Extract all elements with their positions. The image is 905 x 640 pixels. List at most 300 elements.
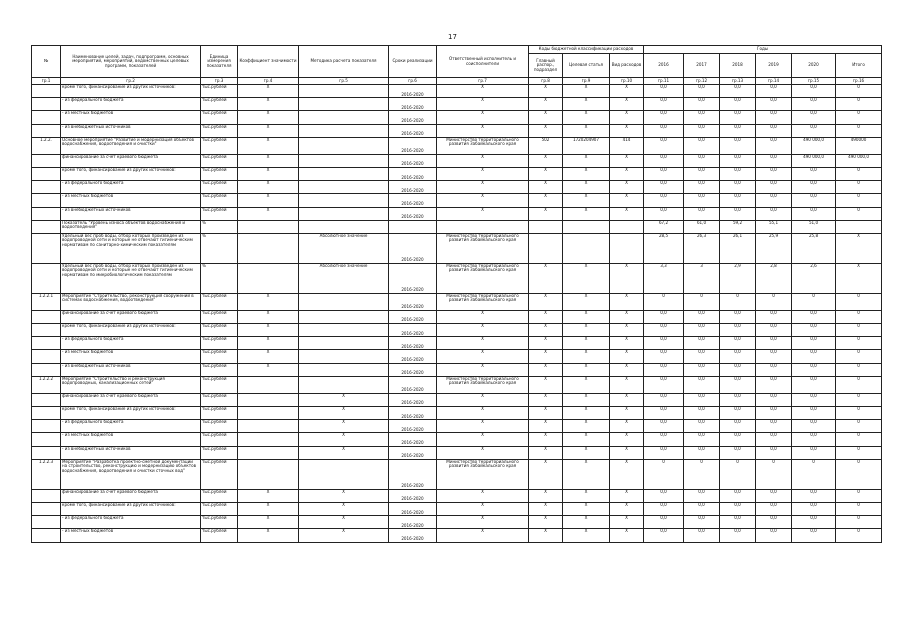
row-year-value: 0,0 [792,98,836,111]
row-year-value: 0,0 [644,433,684,446]
row-method [299,98,389,111]
row-grbs: X [529,502,563,515]
row-unit: тыс.рублей [201,124,238,137]
row-year-value: 0,0 [720,85,756,98]
row-executor: X [437,393,529,406]
row-method [299,111,389,124]
row-period: 2016-2020 [389,167,437,180]
row-year-value: 0,0 [792,310,836,323]
row-year-value: 0,0 [756,516,792,529]
row-year-value: 61,0 [684,220,720,233]
row-coefficient [238,233,299,263]
row-number [32,220,61,233]
table-row [32,263,882,293]
row-name: кроме того, финансирование из других источников: [61,324,201,337]
row-unit: тыс.рублей [201,324,238,337]
row-year-value: 0,0 [720,111,756,124]
row-name: финансирование за счет краевого бюджета [61,489,201,502]
row-grbs: X [529,293,563,310]
table-body [32,85,882,543]
row-year-value: 0,0 [756,407,792,420]
row-target-article: X [563,263,610,293]
table-row [32,420,882,433]
row-year-value: 0,0 [684,207,720,220]
row-method [299,194,389,207]
header-budget-codes: Коды бюджетной классификации расходов [529,46,644,54]
row-year-value: 0,0 [756,350,792,363]
row-coefficient [238,459,299,489]
row-year-value: 2,9 [720,263,756,293]
row-coefficient: X [238,324,299,337]
row-number [32,489,61,502]
row-unit: тыс.рублей [201,376,238,393]
row-coefficient [238,376,299,393]
row-year-value: 0,0 [756,529,792,542]
row-grbs [529,220,563,233]
row-unit: тыс.рублей [201,194,238,207]
row-year-value: 0,0 [684,337,720,350]
row-executor: X [437,98,529,111]
row-year-value: 0 [684,459,720,489]
row-name: Удельный вес проб воды, отбор которых произведен из водопроводной сети и которые не отвечают гигиеническим нормативам по санитарно-химическим показателям [61,233,201,263]
row-name: - из федерального бюджета [61,337,201,350]
row-year-value: 0,0 [644,420,684,433]
row-unit: тыс.рублей [201,350,238,363]
row-target-article [563,220,610,233]
row-year-value: 25,9 [756,233,792,263]
row-year-value: 0,0 [684,181,720,194]
row-total-value: 0 [836,85,882,98]
row-year-value: 51,0 [792,220,836,233]
row-target-article: X [563,363,610,376]
row-expense-type: X [610,98,644,111]
row-year-value: 0,0 [756,420,792,433]
row-executor: Министерство территориального развития Забайкальского края [437,293,529,310]
table-row [32,489,882,502]
row-method: X [299,407,389,420]
row-method [299,459,389,489]
row-target-article: X [563,337,610,350]
row-year-value: 0,0 [792,350,836,363]
row-year-value: 0,0 [720,489,756,502]
row-name: кроме того, финансирование из других источников: [61,502,201,515]
row-expense-type: X [610,85,644,98]
row-executor: X [437,207,529,220]
header-name: Наименование целей, задач, подпрограмм, основных мероприятий, мероприятий, ведомственных целевых программ, показателей [61,46,201,78]
row-total-value: 0 [836,459,882,489]
row-year-value: 0,0 [684,502,720,515]
row-executor: X [437,310,529,323]
row-target-article: X [563,167,610,180]
row-executor: X [437,181,529,194]
header-year-2019: 2019 [756,54,792,78]
row-unit: тыс.рублей [201,516,238,529]
row-year-value: 0,0 [756,85,792,98]
row-year-value: 0,0 [684,194,720,207]
row-year-value: 0,0 [756,111,792,124]
row-grbs: X [529,181,563,194]
row-executor: X [437,516,529,529]
row-number [32,167,61,180]
row-coefficient [238,393,299,406]
row-expense-type: X [610,111,644,124]
row-year-value: 0,0 [720,420,756,433]
row-year-value: 0,0 [792,489,836,502]
row-period: 2016-2020 [389,137,437,154]
row-executor: Министерство территориального развития Забайкальского края [437,233,529,263]
row-year-value: 0,0 [644,124,684,137]
row-period: 2016-2020 [389,529,437,542]
row-grbs: X [529,516,563,529]
row-grbs: X [529,310,563,323]
row-number [32,516,61,529]
row-total-value: 0 [836,393,882,406]
row-coefficient [238,420,299,433]
row-executor: X [437,350,529,363]
row-grbs: X [529,154,563,167]
row-total-value [836,220,882,233]
row-total-value: 0 [836,529,882,542]
row-unit: тыс.рублей [201,98,238,111]
row-coefficient [238,407,299,420]
row-year-value: 0,0 [684,529,720,542]
row-method [299,337,389,350]
header-unit: Единица измерения показателя [201,46,238,78]
column-number: гр.2 [61,78,201,85]
row-name: - из федерального бюджета [61,420,201,433]
table-row [32,207,882,220]
row-number [32,207,61,220]
row-name: - из внебюджетных источников [61,363,201,376]
row-year-value: 0,0 [720,137,756,154]
row-period: 2016-2020 [389,324,437,337]
row-method: X [299,433,389,446]
row-number [32,433,61,446]
row-year-value: 0 [684,293,720,310]
column-number: гр.5 [299,78,389,85]
row-year-value: 0,0 [684,310,720,323]
row-total-value: 0 [836,489,882,502]
row-number [32,194,61,207]
row-year-value: 0,0 [684,167,720,180]
row-coefficient: X [238,194,299,207]
row-name: - из внебюджетных источников [61,207,201,220]
row-total-value: 0 [836,446,882,459]
row-year-value: 0,0 [644,324,684,337]
row-year-value: 0,0 [644,207,684,220]
row-method: X [299,529,389,542]
row-name: - из местных бюджетов [61,111,201,124]
row-year-value: 0,0 [684,124,720,137]
row-year-value: 0,0 [720,154,756,167]
row-method [299,181,389,194]
row-executor: Министерство территориального развития Забайкальского края [437,263,529,293]
row-total-value: 0 [836,407,882,420]
row-year-value: 0,0 [684,516,720,529]
row-year-value: 26,3 [684,233,720,263]
row-year-value: 0 [644,293,684,310]
row-number [32,98,61,111]
row-unit: тыс.рублей [201,529,238,542]
row-year-value: 0,0 [720,167,756,180]
row-expense-type: X [610,194,644,207]
row-executor: X [437,529,529,542]
row-target-article: X [563,433,610,446]
row-number [32,420,61,433]
row-year-value: 0,0 [644,310,684,323]
row-method [299,376,389,393]
row-year-value: 0,0 [756,489,792,502]
table-row [32,233,882,263]
row-year-value: 0,0 [792,167,836,180]
row-expense-type: X [610,407,644,420]
row-number [32,181,61,194]
row-executor: X [437,407,529,420]
row-expense-type: X [610,181,644,194]
table-row [32,459,882,489]
header-coefficient: Коэффициент значимости [238,46,299,78]
row-coefficient [238,446,299,459]
row-grbs: X [529,350,563,363]
row-year-value: 0,0 [684,393,720,406]
row-target-article: X [563,324,610,337]
row-method: Абсолютное значение [299,233,389,263]
row-year-value: 0,0 [792,516,836,529]
row-year-value: 0,0 [684,376,720,393]
row-method: X [299,420,389,433]
row-unit: тыс.рублей [201,167,238,180]
row-coefficient: X [238,363,299,376]
row-unit: тыс.рублей [201,502,238,515]
column-number: гр.8 [529,78,563,85]
column-number: гр.13 [720,78,756,85]
row-year-value: 0,0 [720,363,756,376]
row-number [32,502,61,515]
row-method [299,350,389,363]
row-name: - из федерального бюджета [61,98,201,111]
row-year-value: 0,0 [684,446,720,459]
row-method: X [299,516,389,529]
row-year-value: 0 [720,293,756,310]
row-name: Мероприятие "Разработка проектно-сметной документации на строительство, реконструкцию и модернизацию объектов водоснабжения, водоотведения и очистки сточных вод" [61,459,201,489]
row-year-value: 0,0 [684,407,720,420]
row-executor: X [437,167,529,180]
row-target-article: X [563,194,610,207]
row-year-value: 0,0 [644,407,684,420]
column-number: гр.6 [389,78,437,85]
row-coefficient: X [238,124,299,137]
row-coefficient: X [238,167,299,180]
row-year-value: 0,0 [720,433,756,446]
row-total-value: 0 [836,310,882,323]
row-target-article: X [563,459,610,489]
row-total-value: 0 [836,363,882,376]
row-executor: Министерство территориального развития Забайкальского края [437,459,529,489]
row-year-value: 0,0 [756,310,792,323]
row-year-value: 0,0 [644,181,684,194]
table-row [32,137,882,154]
row-year-value: 0,0 [684,350,720,363]
row-total-value: X [836,263,882,293]
row-target-article: X [563,181,610,194]
row-total-value: 0 [836,181,882,194]
table-row [32,376,882,393]
row-number [32,124,61,137]
row-year-value: 0,0 [684,98,720,111]
row-year-value: 0,0 [756,446,792,459]
row-target-article: X [563,310,610,323]
row-number: 1.2.2.1 [32,293,61,310]
row-grbs: X [529,489,563,502]
row-number [32,337,61,350]
row-year-value: 0,0 [644,502,684,515]
row-target-article: X [563,489,610,502]
row-coefficient: X [238,310,299,323]
row-coefficient: X [238,489,299,502]
row-year-value: 0,0 [756,363,792,376]
row-unit: тыс.рублей [201,337,238,350]
row-year-value: 0,0 [644,446,684,459]
row-year-value: 0,0 [756,337,792,350]
row-target-article [563,233,610,263]
row-target-article: X [563,446,610,459]
row-year-value: 0,0 [644,337,684,350]
table-row [32,393,882,406]
row-year-value: 0,0 [792,181,836,194]
header-year-2016: 2016 [644,54,684,78]
row-unit: тыс.рублей [201,111,238,124]
row-target-article: X [563,154,610,167]
row-total-value: 0 [836,124,882,137]
row-year-value: 3 [684,263,720,293]
row-year-value: 28,5 [644,233,684,263]
row-grbs: X [529,446,563,459]
row-expense-type: X [610,489,644,502]
row-period: 2016-2020 [389,207,437,220]
row-number [32,111,61,124]
row-executor: X [437,502,529,515]
row-year-value: 0 [756,293,792,310]
row-year-value: 0,0 [792,376,836,393]
row-period: 2016-2020 [389,516,437,529]
row-period: 2016-2020 [389,293,437,310]
row-unit: тыс.рублей [201,207,238,220]
header-method: Методика расчета показателя [299,46,389,78]
row-executor: X [437,111,529,124]
row-year-value: 0,0 [644,85,684,98]
row-total-value: 0 [836,376,882,393]
row-expense-type: X [610,433,644,446]
row-name: - из внебюджетных источников [61,446,201,459]
row-unit: тыс.рублей [201,137,238,154]
row-grbs: X [529,124,563,137]
row-target-article: X [563,293,610,310]
row-expense-type: X [610,324,644,337]
table-row [32,181,882,194]
row-coefficient [238,433,299,446]
row-year-value: 0 [644,459,684,489]
column-number: гр.3 [201,78,238,85]
row-year-value: 0,0 [720,350,756,363]
table-row [32,433,882,446]
column-number: гр.9 [563,78,610,85]
row-grbs: X [529,407,563,420]
row-coefficient: X [238,154,299,167]
row-expense-type: X [610,516,644,529]
column-number: гр.1 [32,78,61,85]
row-coefficient [238,220,299,233]
program-financing-table [31,45,882,543]
row-period: 2016-2020 [389,363,437,376]
row-total-value: 0 [836,502,882,515]
row-number [32,393,61,406]
row-year-value: 0,0 [684,137,720,154]
row-expense-type [610,220,644,233]
row-year-value: 0,0 [756,207,792,220]
header-executor: Ответственный исполнитель и соисполнители [437,46,529,78]
row-period: 2016-2020 [389,433,437,446]
row-unit: тыс.рублей [201,459,238,489]
row-year-value: 0,0 [684,420,720,433]
row-unit: % [201,233,238,263]
row-target-article: X [563,529,610,542]
row-unit: тыс.рублей [201,85,238,98]
column-number: гр.4 [238,78,299,85]
row-period: 2016-2020 [389,350,437,363]
row-number [32,446,61,459]
row-number [32,529,61,542]
row-year-value: 67,2 [644,220,684,233]
header-period: Сроки реализации [389,46,437,78]
row-target-article: 1720204907 [563,137,610,154]
row-name: кроме того, финансирование из других источников: [61,85,201,98]
row-year-value: 0,0 [684,433,720,446]
row-year-value: 0,0 [644,516,684,529]
column-number: гр.10 [610,78,644,85]
row-total-value: 0 [836,350,882,363]
row-total-value: 0 [836,433,882,446]
row-expense-type: X [610,310,644,323]
row-executor: X [437,85,529,98]
header-target-article: Целевая статья [563,54,610,78]
row-grbs: 502 [529,137,563,154]
row-name: - из внебюджетных источников [61,124,201,137]
row-grbs: X [529,529,563,542]
row-executor: X [437,324,529,337]
header-year-2018: 2018 [720,54,756,78]
row-expense-type: X [610,376,644,393]
row-grbs: X [529,324,563,337]
row-period: 2016-2020 [389,263,437,293]
row-executor [437,220,529,233]
row-expense-type: X [610,154,644,167]
row-total-value: X [836,233,882,263]
row-coefficient: X [238,529,299,542]
row-target-article: X [563,111,610,124]
table-row [32,337,882,350]
row-year-value: 0,0 [644,137,684,154]
row-period: 2016-2020 [389,407,437,420]
row-target-article: X [563,407,610,420]
row-executor: X [437,363,529,376]
row-expense-type: X [610,337,644,350]
row-year-value: 0,0 [756,376,792,393]
row-target-article: X [563,420,610,433]
row-year-value: 0,0 [644,376,684,393]
row-year-value: 0 [792,293,836,310]
row-total-value: 0 [836,98,882,111]
row-name: Удельный вес проб воды, отбор которых произведен из водопроводной сети и которые не отвечают гигиеническим нормативам по микробиологическим показателям [61,263,201,293]
